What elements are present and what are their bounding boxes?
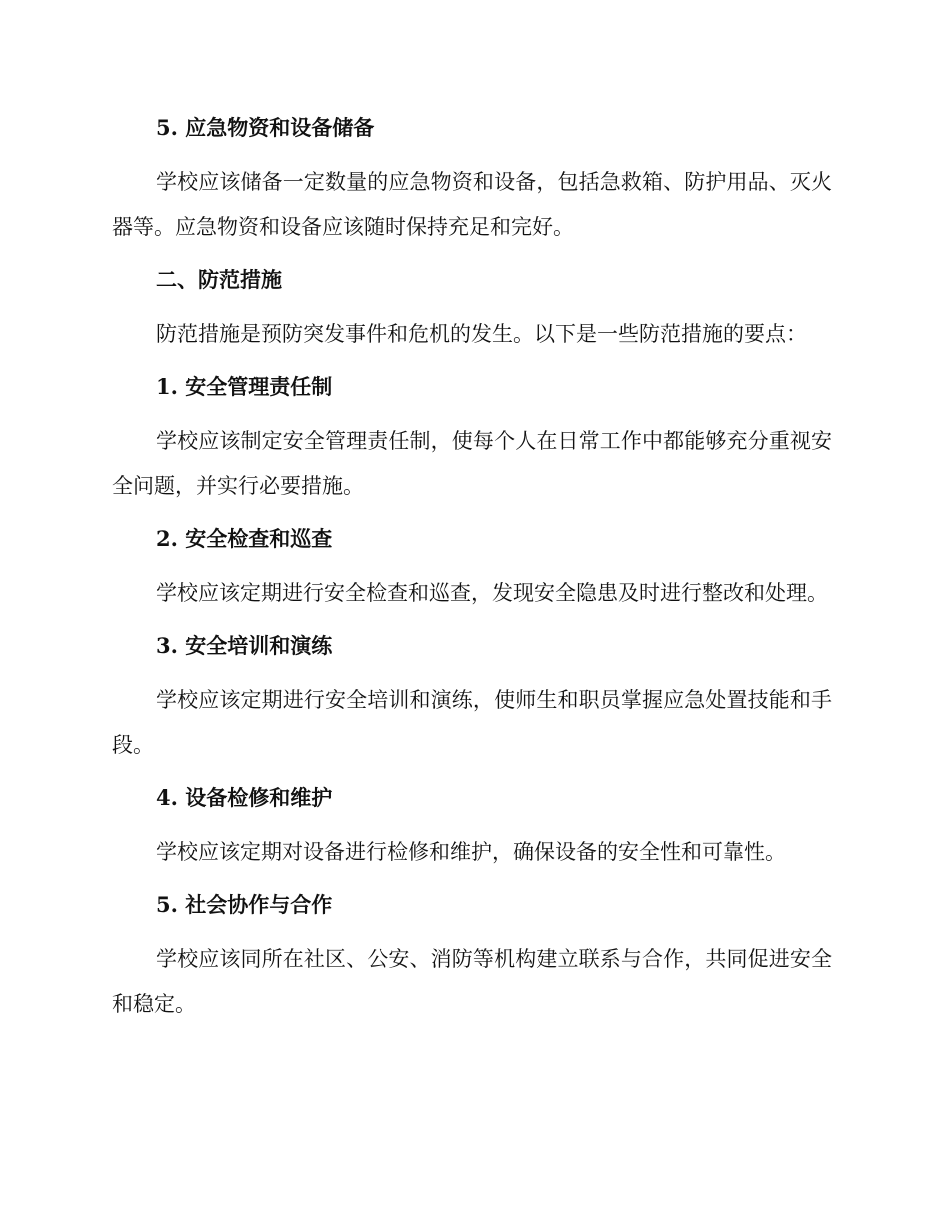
section-paragraph: 学校应该同所在社区、公安、消防等机构建立联系与合作，共同促进安全和稳定。: [112, 947, 832, 1016]
section-heading: 1. 安全管理责任制: [156, 374, 333, 399]
section-heading: 2. 安全检查和巡查: [156, 526, 333, 551]
document-body: [112, 108, 832, 1027]
section-paragraph: 防范措施是预防突发事件和危机的发生。以下是一些防范措施的要点：: [156, 322, 807, 346]
section-paragraph: 学校应该储备一定数量的应急物资和设备，包括急救箱、防护用品、灭火器等。应急物资和设备应该随时保持充足和完好。: [112, 170, 832, 239]
section-heading: 二、防范措施: [156, 267, 282, 292]
section-paragraph: 学校应该定期进行安全培训和演练，使师生和职员掌握应急处置技能和手段。: [112, 688, 832, 757]
section-heading: 5. 应急物资和设备储备: [156, 115, 375, 140]
section-paragraph: 学校应该定期进行安全检查和巡查，发现安全隐患及时进行整改和处理。: [156, 581, 828, 605]
section-paragraph: 学校应该定期对设备进行检修和维护，确保设备的安全性和可靠性。: [156, 840, 786, 864]
section-heading: 5. 社会协作与合作: [156, 892, 333, 917]
section-heading: 4. 设备检修和维护: [156, 785, 333, 810]
section-paragraph: 学校应该制定安全管理责任制，使每个人在日常工作中都能够充分重视安全问题，并实行必要措施。: [112, 429, 832, 498]
section-heading: 3. 安全培训和演练: [156, 633, 333, 658]
